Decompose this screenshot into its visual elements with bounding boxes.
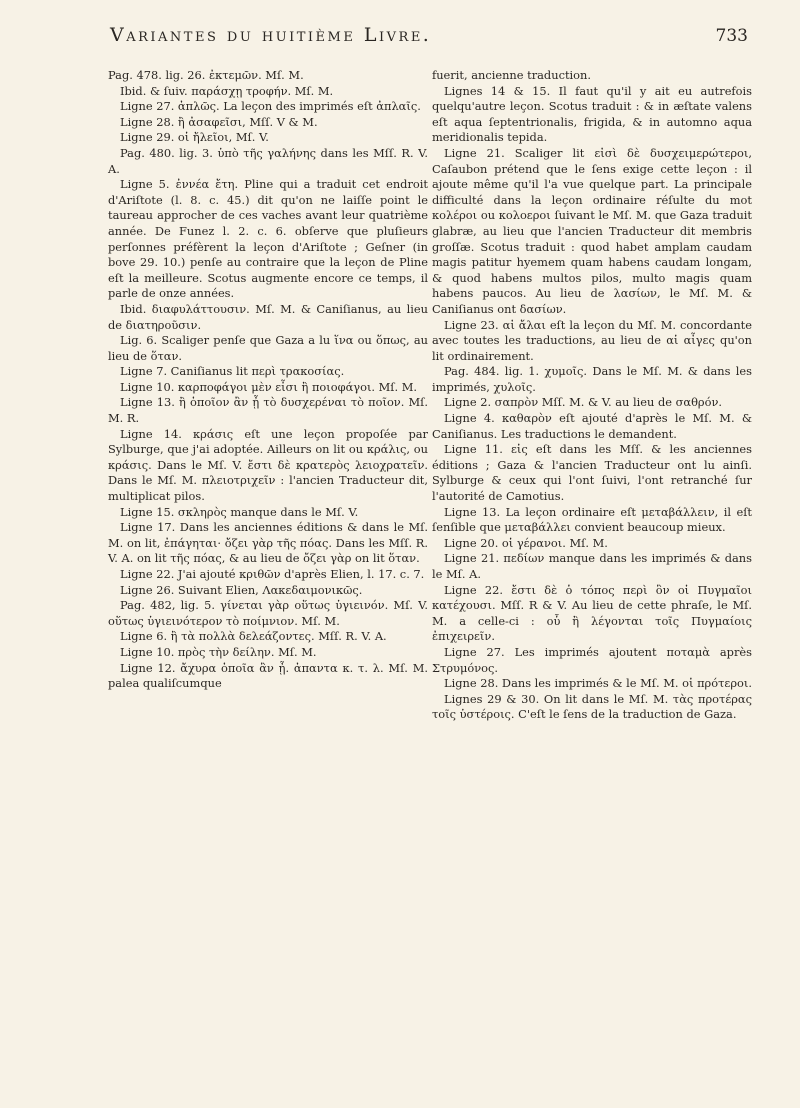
variant-note: Ligne 6. ἢ τὰ πολλὰ δελεάζοντες. Mſſ. R. V. A. (120, 629, 387, 644)
variant-note: Ligne 2. σαπρὸν Mſſ. M. & V. au lieu de σαθρόν. (444, 395, 723, 410)
variant-note: Ligne 10. καρποφάγοι μὲν εἶσι ἢ ποιοφάγοι. Mſ. M. (120, 379, 418, 394)
variant-note: Ligne 12. ἄχυρα ὁποῖα ἂν ᾖ. ἀπαντα κ. τ. λ. Mſ. M. palea qualiſcumque (108, 660, 428, 691)
variant-note: Ligne 14. κράσις eſt une leçon propoſée par Sylburge, que j'ai adoptée. Ailleurs on lit ou κράλις, ou κράσις. Dans le Mſ. V. ἔστι δὲ κρατερὸς λειοχρατεῖν. Dans le Mſ. M. πλειοτριχεῖν : l'ancien Traducteur dit, multiplicat pilos. (108, 426, 428, 504)
variant-note: Ligne 22. ἔστι δὲ ὁ τόπος περὶ ὃν οἱ Πυγμαῖοι κατέχουσι. Mſſ. R & V. Au lieu de cette phraſe, le Mſ. M. a celle-ci : οὗ ἢ λέγονται τοῖς Πυγμαίοις ἐπιχειρεῖν. (432, 582, 752, 644)
variant-note: Ligne 20. οἱ γέρανοι. Mſ. M. (444, 535, 608, 550)
variant-note: Ligne 5. ἐννέα ἔτη. Pline qui a traduit cet endroit d'Ariſtote (l. 8. c. 45.) dit qu'on ne laiſſe point le taureau approcher de ces vaches avant leur quatrième année. De Funez l. 2. c. 6. obſerve que pluſieurs perſonnes préfèrent la leçon d'Ariſtote ; Geſner (in bove 29. 10.) penſe au contraire que la leçon de Pline eſt la meilleure. Scotus augmente encore ce temps, il parle de onze années. (108, 177, 428, 301)
variant-note: Ligne 22. J'ai ajouté κριθῶν d'après Elien, l. 17. c. 7. (120, 567, 425, 581)
variant-note: Ligne 13. ἢ ὁποῖον ἂν ᾖ τὸ δυσχερέναι τὸ ποῖον. Mſ. M. R. (108, 395, 428, 426)
running-head (0, 20, 800, 54)
variant-note: Ligne 21. Scaliger lit εἰσὶ δὲ δυσχειμερώτεροι, Caſaubon prétend que le ſens exige cette leçon : il ajoute même qu'il l'a vue quelque part. La principale difficulté dans la leçon ordinaire réſulte du mot κολέροι ou κολοεροι ſuivant le Mſ. M. que Gaza traduit glabræ, au lieu que l'ancien Traducteur dit membris groſſæ. Scotus traduit : quod habet amplam caudam magis patitur hyemem quam habens caudam longam, & quod habens multos pilos, multo magis quam habens paucos. Au lieu de λασίων, le Mſ. M. & Caniſianus ont δασίων. (432, 145, 752, 316)
left-column (108, 68, 428, 692)
variant-note: Ligne 23. αἱ ἄλαι eſt la leçon du Mſ. M. concordante avec toutes les traductions, au lieu de αἱ αἶγες qu'on lit ordinairement. (432, 317, 752, 363)
variant-note: Ibid. διαφυλάττουσιν. Mſ. M. & Caniſianus, au lieu de διατηροῦσιν. (108, 301, 428, 332)
variant-note: Ligne 7. Caniſianus lit περὶ τρακοσίας. (120, 364, 345, 379)
variant-note: Lignes 29 & 30. On lit dans le Mſ. M. τὰς προτέρας τοῖς ὑστέροις. C'eſt le ſens de la traduction de Gaza. (432, 691, 752, 722)
variant-note: Pag. 484. lig. 1. χυμοῖς. Dans le Mſ. M. & dans les imprimés, χυλοῖς. (432, 364, 752, 394)
variant-note: Ligne 13. La leçon ordinaire eſt μεταβάλλειν, il eſt ſenſible que μεταβάλλει convient beaucoup mieux. (432, 504, 752, 535)
variant-note: Pag. 482, lig. 5. γίνεται γὰρ οὕτως ὑγιεινόν. Mſ. V. οὕτως ὑγιεινότερον τὸ ποίμνιον. Mſ. M. (108, 598, 428, 628)
variant-note: Pag. 478. lig. 26. ἐκτεμῶν. Mſ. M. (108, 68, 304, 82)
variant-note: Lignes 14 & 15. Il faut qu'il y ait eu autrefois quelqu'autre leçon. Scotus traduit : & in æſtate valens eſt aqua ſeptentrionalis, frigida, & in automno aqua meridionalis tepida. (432, 83, 752, 145)
variant-note: Ligne 15. σκληρὸς manque dans le Mſ. V. (120, 504, 359, 519)
variant-note: Ligne 11. εἰς eſt dans les Mſſ. & les anciennes éditions ; Gaza & l'ancien Traducteur ont lu ainſi. Sylburge & ceux qui l'ont ſuivi, l'ont retranché ſur l'autorité de Camotius. (432, 442, 752, 504)
variant-note: Pag. 480. lig. 3. ὑπὸ τῆς γαλήνης dans les Mſſ. R. V. A. (108, 145, 428, 176)
page-number: 733 (715, 26, 748, 46)
variant-note: Ligne 28. ἢ ἀσαφεῖσι, Mſſ. V & M. (120, 114, 318, 129)
right-column (432, 68, 752, 723)
variant-note: Ligne 4. καθαρὸν eſt ajouté d'après le Mſ. M. & Caniſianus. Les traductions le demandent. (432, 411, 752, 441)
variant-note: Ligne 27. ἀπλῶς. La leçon des imprimés eſt ἀπλαῖς. (120, 99, 421, 114)
variant-note: Ibid. & ſuiv. παράσχῃ τροφήν. Mſ. M. (120, 83, 334, 98)
variant-note: Ligne 21. πεδίων manque dans les imprimés & dans le Mſ. A. (432, 551, 752, 581)
variant-note: fuerit, ancienne traduction. (432, 68, 591, 82)
running-title: Variantes du huitième Livre. (110, 24, 432, 46)
variant-note: Ligne 10. πρὸς τὴν δείλην. Mſ. M. (120, 644, 317, 659)
variant-note: Ligne 28. Dans les imprimés & le Mſ. M. οἱ πρότεροι. (444, 676, 752, 691)
variant-note: Ligne 27. Les imprimés ajoutent ποταμὰ après Στρυμόνος. (432, 644, 752, 675)
variant-note: Ligne 17. Dans les anciennes éditions & dans le Mſ. M. on lit, ἐπάγηται· ὄζει γὰρ τῆς πόας. Dans les Mſſ. R. V. A. on lit τῆς πόας, & au lieu de ὄζει γὰρ on lit ὅταν. (108, 520, 428, 566)
variant-note: Lig. 6. Scaliger penſe que Gaza a lu ἵνα ou ὅπως, au lieu de ὅταν. (108, 333, 428, 363)
variant-note: Ligne 29. οἱ ἤλεῖοι, Mſ. V. (120, 130, 269, 145)
variant-note: Ligne 26. Suivant Elien, Λακεδαιμονικῶς. (120, 582, 363, 597)
